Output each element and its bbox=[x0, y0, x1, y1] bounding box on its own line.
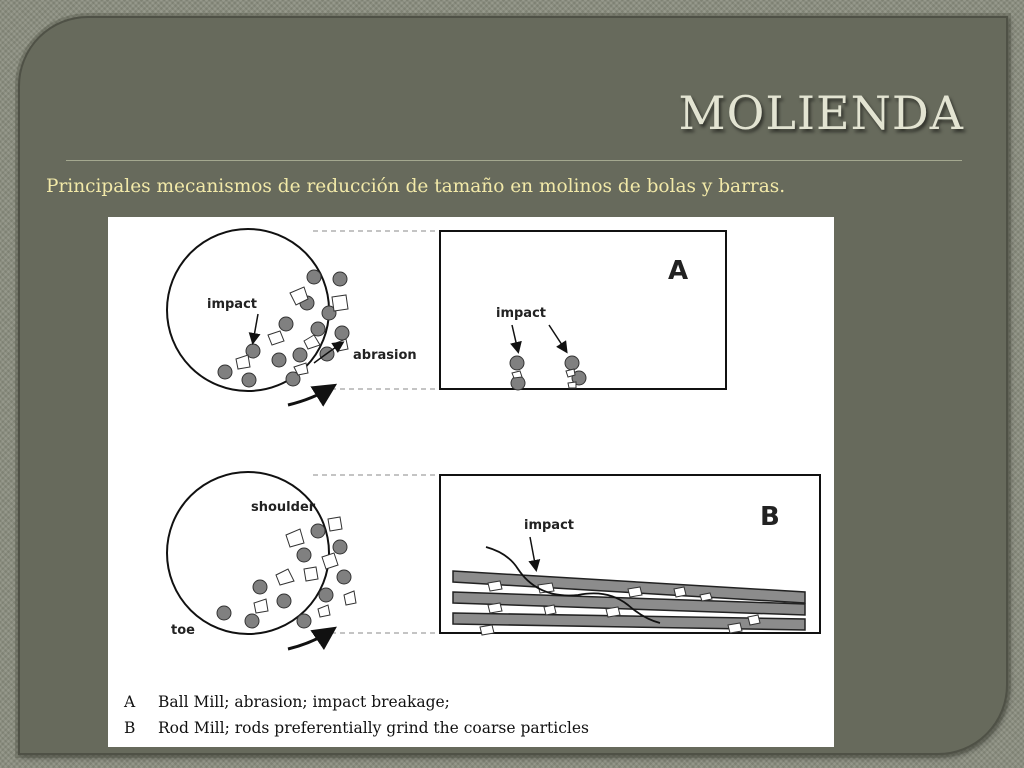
ball-mill-impact-label: impact bbox=[207, 297, 258, 312]
shoulder-label: shoulder bbox=[251, 500, 316, 515]
rotation-arrow-a bbox=[288, 387, 332, 405]
panel-a-box bbox=[440, 231, 726, 389]
caption-a-text: Ball Mill; abrasion; impact breakage; bbox=[158, 693, 450, 711]
mill-diagram-figure bbox=[108, 217, 834, 747]
abrasion-label: abrasion bbox=[353, 348, 417, 363]
panel-b-letter: B bbox=[760, 502, 780, 532]
panel-a-letter: A bbox=[668, 256, 689, 286]
rod-mill-section bbox=[167, 472, 820, 649]
panel-a-impact-arrow-2 bbox=[549, 325, 566, 351]
caption-a-letter: A bbox=[124, 693, 136, 711]
panel-b-impact-label: impact bbox=[524, 518, 575, 533]
title-divider bbox=[66, 160, 962, 161]
impact-arrow-a bbox=[253, 314, 258, 342]
slide-subtitle: Principales mecanismos de reducción de tamaño en molinos de bolas y barras. bbox=[46, 176, 786, 197]
ball-mill-section bbox=[167, 229, 726, 405]
mill-diagram-svg bbox=[108, 217, 834, 747]
panel-b-impact-arrow bbox=[530, 537, 536, 569]
panel-a-impact-arrow-1 bbox=[512, 325, 518, 351]
slide-title: MOLIENDA bbox=[678, 86, 964, 140]
figure-caption bbox=[123, 693, 589, 737]
caption-b-text: Rod Mill; rods preferentially grind the coarse particles bbox=[158, 719, 589, 737]
rotation-arrow-b bbox=[288, 630, 332, 649]
panel-a-impact-label: impact bbox=[496, 306, 547, 321]
caption-b-letter: B bbox=[124, 719, 136, 737]
ore-particles-b bbox=[254, 517, 356, 617]
toe-label: toe bbox=[171, 623, 195, 638]
